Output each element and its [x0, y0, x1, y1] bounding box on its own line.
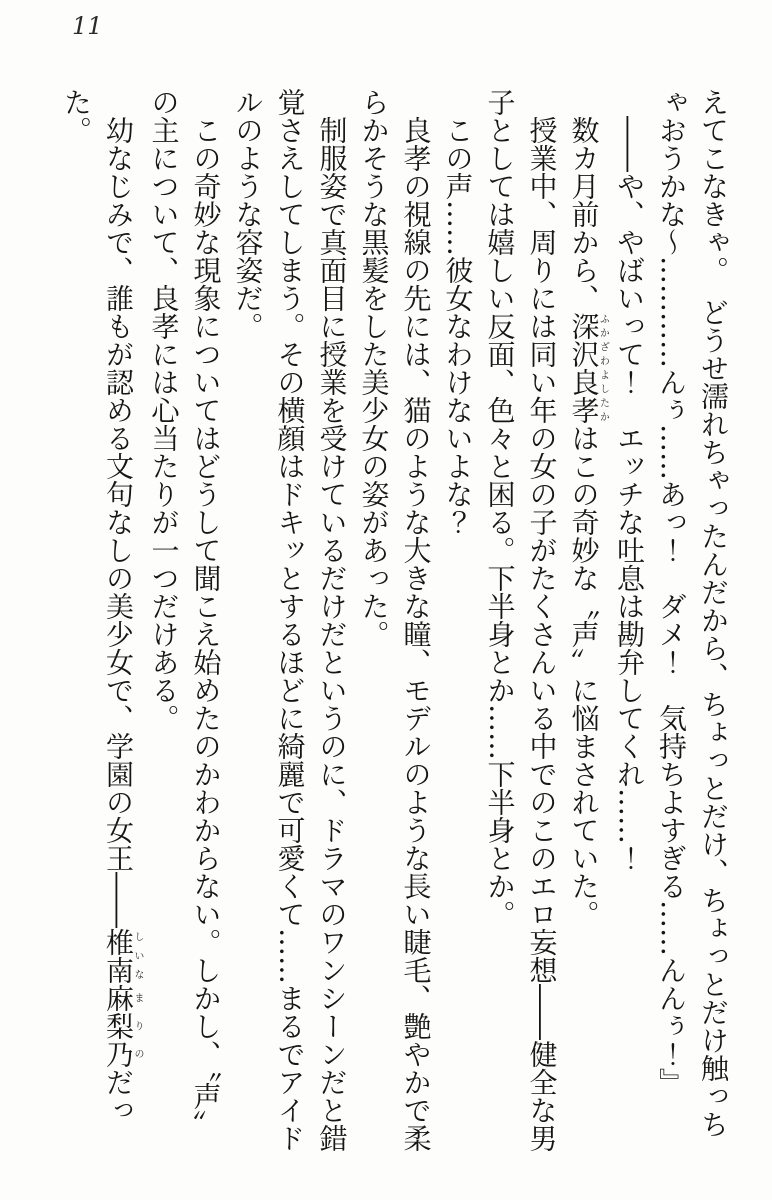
paragraph: この奇妙な現象についてはどうして聞こえ始めたのかわからない。しかし、〝声〟の主について、良孝には心当たりが一つだけある。	[147, 88, 223, 1138]
text-block	[55, 88, 734, 1160]
furigana: よしたか	[597, 368, 609, 424]
paragraph: この声……彼女なわけないよな？	[441, 116, 475, 536]
ruby-annotated-name: 深沢ふかざわ	[567, 312, 609, 368]
page-number: 11	[72, 12, 103, 40]
paragraph: 授業中、周りには同い年の女の子がたくさんいる中でのこのエロ妄想――健全な男子としては嬉しい反面、色々と困る。下半身とか……下半身とか。	[483, 88, 559, 1152]
paragraph: えてこなきゃ。 どうせ濡れちゃったんだから、ちょっとだけ、ちょっとだけ触っちゃおうかな〜…………んぅ……あっ！ ダメ！ 気持ちよすぎる……んんぅ！』	[655, 88, 730, 1138]
furigana: しいな	[132, 928, 143, 984]
furigana: ふかざわ	[597, 312, 609, 368]
paragraph: 良孝の視線の先には、猫のような大きな瞳、モデルのような長い睫毛、艶やかで柔らかそうな黒髪をした美少女の姿があった。	[357, 88, 433, 1152]
furigana: まりの	[132, 984, 143, 1068]
ruby-annotated-name: 椎南しいな	[102, 928, 143, 984]
paragraph: 制服姿で真面目に授業を受けているだけだというのに、ドラマのワンシーンだと錯覚さえしてしまう。その横顔はドキッとするほどに綺麗で可愛くて……まるでアイドルのような容姿だ。	[231, 88, 349, 1152]
ruby-annotated-name: 麻梨乃まりの	[102, 984, 143, 1068]
paragraph: 数カ月前から、深沢ふかざわ良孝よしたかはこの奇妙な〝声〟に悩まされていた。	[567, 116, 609, 928]
ruby-annotated-name: 良孝よしたか	[567, 368, 609, 424]
paragraph: 幼なじみで、誰もが認める文句なしの美少女で、学園の女王――椎南しいな麻梨乃まりのだった。	[60, 88, 143, 1124]
paragraph: ――や、やばいって！ エッチな吐息は勘弁してくれ……！	[613, 116, 646, 872]
